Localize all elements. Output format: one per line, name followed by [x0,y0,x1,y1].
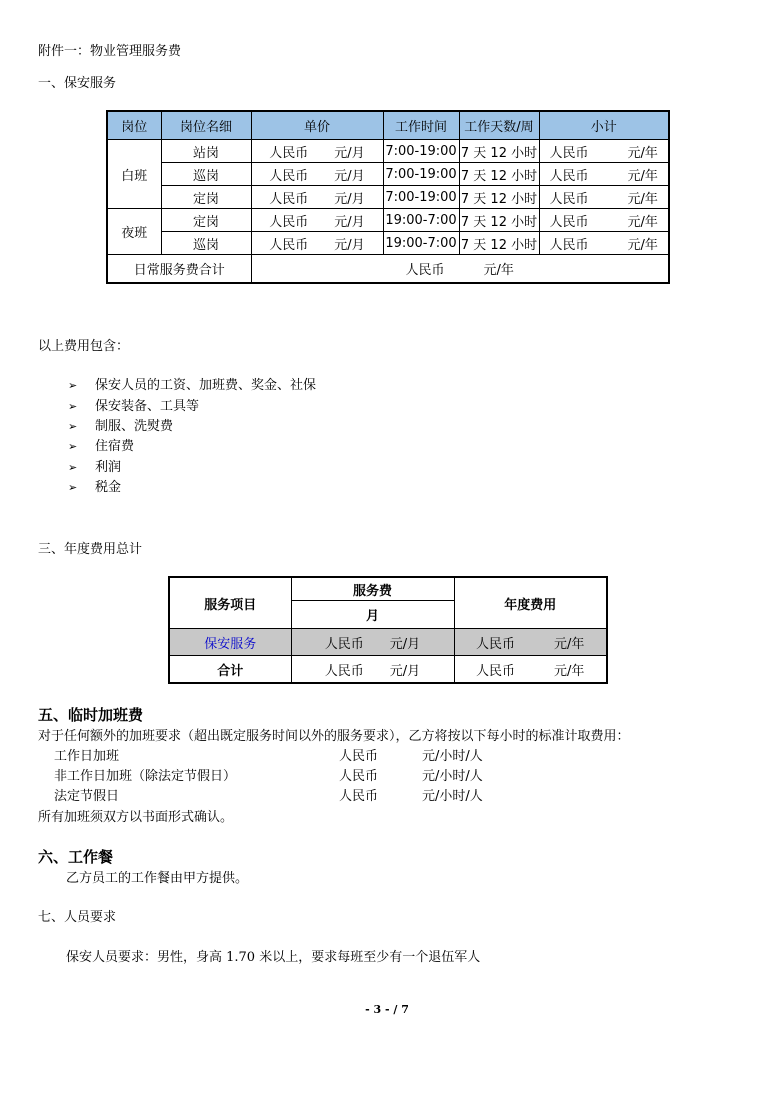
attachment-title: 附件一：物业管理服务费 [38,44,182,59]
overtime-label: 法定节假日 [54,789,120,804]
hours-cell: 19:00-7:00 [383,232,459,255]
table-header-row [107,111,669,140]
overtime-unit: 元/小时/人 [422,769,483,784]
table-row [169,629,607,656]
price-cell: 人民币 元/月 [251,186,383,209]
shift-cell: 白班 [107,140,161,209]
section-title-annual: 三、年度费用总计 [38,542,143,557]
list-item: ➢ 保安装备、工具等 [68,399,200,414]
price-cell: 人民币 元/月 [251,163,383,186]
column-header: 岗位名细 [161,111,251,140]
overtime-unit: 元/小时/人 [422,749,483,764]
page-number: - 3 - / 7 [365,1003,409,1016]
column-header: 服务项目 [169,577,291,629]
column-header: 服务费 [291,577,454,601]
post-cell: 定岗 [161,186,251,209]
overtime-currency: 人民币 [339,769,379,784]
list-item: ➢ 制服、洗熨费 [68,419,174,434]
post-cell: 站岗 [161,140,251,163]
item-cell: 合计 [169,656,291,684]
table-header-row [169,577,607,601]
subtotal-cell: 人民币 元/年 [539,140,669,163]
days-cell: 7 天 12 小时 [459,209,539,232]
subtotal-cell: 人民币 元/年 [539,163,669,186]
hours-cell: 7:00-19:00 [383,140,459,163]
item-cell: 保安服务 [169,629,291,656]
table-row [107,209,669,232]
post-cell: 定岗 [161,209,251,232]
price-cell: 人民币 元/月 [251,209,383,232]
column-header: 小计 [539,111,669,140]
section-title-security: 一、保安服务 [38,76,117,91]
meals-text: 乙方员工的工作餐由甲方提供。 [66,871,249,886]
column-header: 工作天数/周 [459,111,539,140]
shift-cell: 夜班 [107,209,161,255]
list-item: ➢ 税金 [68,480,122,495]
table-row [107,232,669,255]
arrow-bullet-icon: ➢ [68,481,78,494]
fee-cell: 人民币 元/月 [291,656,454,684]
staff-requirements-text: 保安人员要求：男性，身高 1.70 米以上，要求每班至少有一个退伍军人 [66,950,481,965]
days-cell: 7 天 12 小时 [459,232,539,255]
annual-cell: 人民币 元/年 [454,629,607,656]
table-row [107,186,669,209]
days-cell: 7 天 12 小时 [459,140,539,163]
column-header: 年度费用 [454,577,607,629]
overtime-currency: 人民币 [339,789,379,804]
post-cell: 巡岗 [161,163,251,186]
summary-row [107,255,669,284]
post-cell: 巡岗 [161,232,251,255]
includes-title: 以上费用包含： [38,339,130,354]
summary-label: 日常服务费合计 [107,255,251,284]
fee-cell: 人民币 元/月 [291,629,454,656]
annual-fee-table [168,576,608,684]
hours-cell: 7:00-19:00 [383,163,459,186]
summary-value: 人民币 元/年 [251,255,669,284]
overtime-label: 工作日加班 [54,749,120,764]
annual-cell: 人民币 元/年 [454,656,607,684]
overtime-intro: 对于任何额外的加班要求（超出既定服务时间以外的服务要求），乙方将按以下每小时的标准计取费用： [38,729,630,744]
arrow-bullet-icon: ➢ [68,461,78,474]
table-row [107,163,669,186]
column-header: 岗位 [107,111,161,140]
days-cell: 7 天 12 小时 [459,186,539,209]
price-cell: 人民币 元/月 [251,140,383,163]
column-header: 工作时间 [383,111,459,140]
overtime-label: 非工作日加班（除法定节假日） [54,769,237,784]
list-item: ➢ 住宿费 [68,439,135,454]
column-subheader: 月 [291,601,454,629]
table-row [169,656,607,684]
subtotal-cell: 人民币 元/年 [539,232,669,255]
hours-cell: 19:00-7:00 [383,209,459,232]
hours-cell: 7:00-19:00 [383,186,459,209]
security-fee-table [106,110,670,284]
section-title-meals: 六、工作餐 [38,848,114,866]
overtime-note: 所有加班须双方以书面形式确认。 [38,810,234,825]
table-row [107,140,669,163]
subtotal-cell: 人民币 元/年 [539,186,669,209]
list-item: ➢ 保安人员的工资、加班费、奖金、社保 [68,378,317,393]
subtotal-cell: 人民币 元/年 [539,209,669,232]
arrow-bullet-icon: ➢ [68,400,78,413]
arrow-bullet-icon: ➢ [68,379,78,392]
arrow-bullet-icon: ➢ [68,420,78,433]
price-cell: 人民币 元/月 [251,232,383,255]
arrow-bullet-icon: ➢ [68,440,78,453]
list-item: ➢ 利润 [68,460,122,475]
overtime-unit: 元/小时/人 [422,789,483,804]
column-header: 单价 [251,111,383,140]
section-title-overtime: 五、临时加班费 [38,706,144,724]
section-title-staff: 七、人员要求 [38,910,117,925]
days-cell: 7 天 12 小时 [459,163,539,186]
overtime-currency: 人民币 [339,749,379,764]
